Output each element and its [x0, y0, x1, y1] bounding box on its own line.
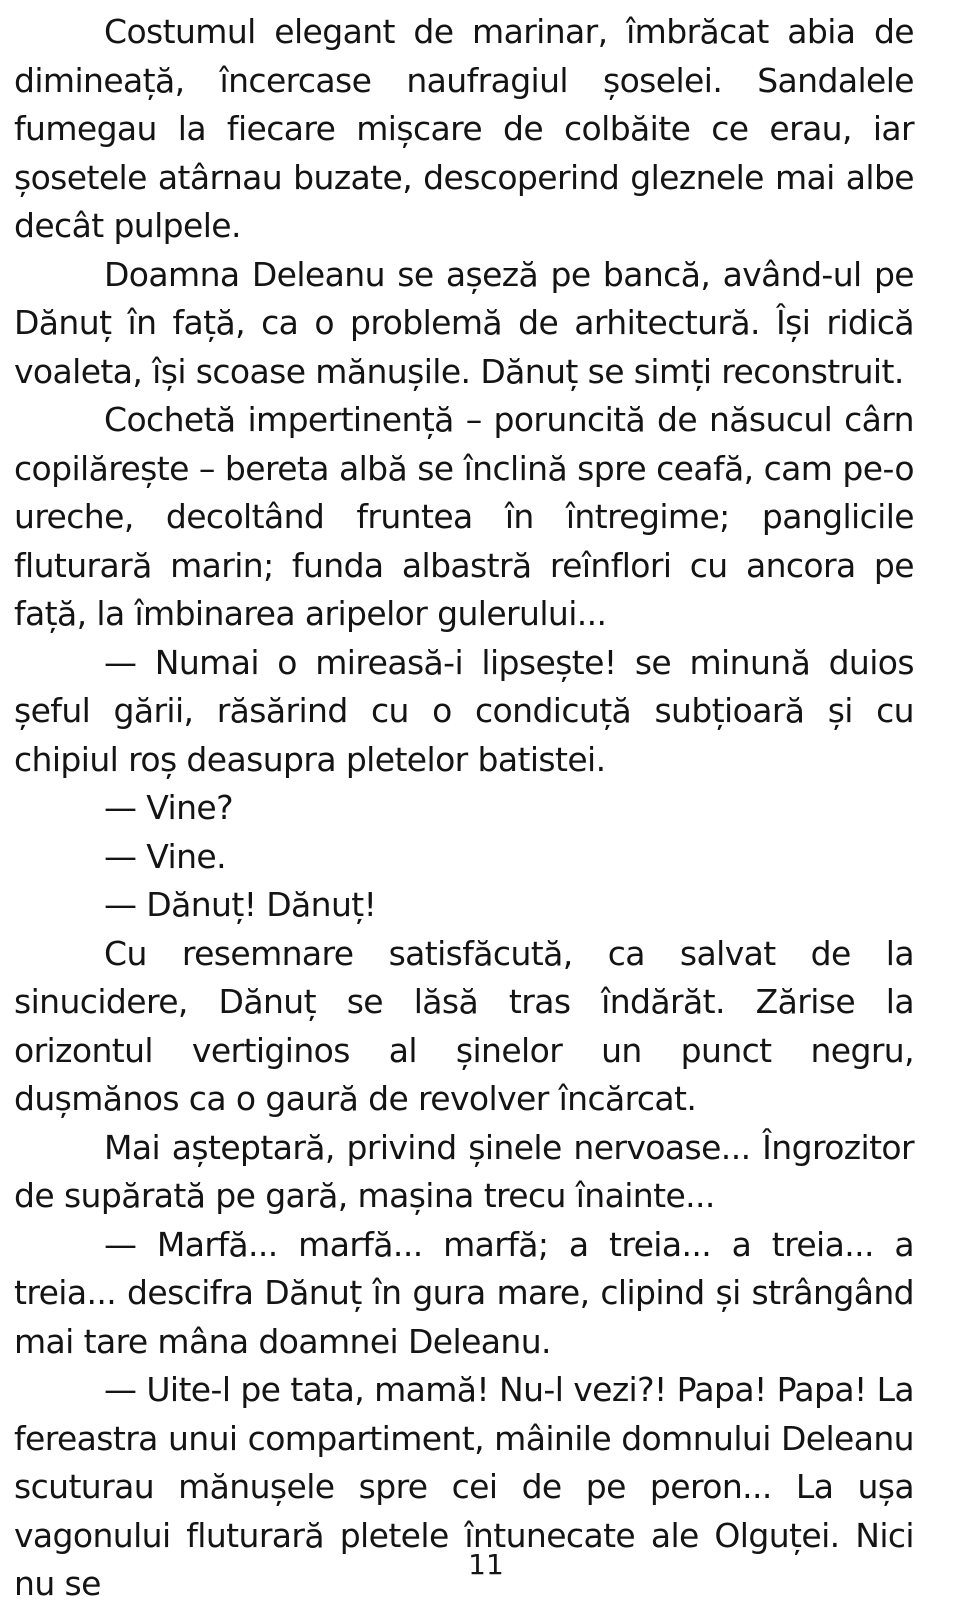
- paragraph: — Vine.: [104, 836, 227, 876]
- paragraph: Doamna Deleanu se așeză pe bancă, având-ul pe Dănuț în față, ca o problemă de arhitectură. Își ridică voaleta, își scoase mănușile. Dănuț se simți reconstruit.: [14, 254, 914, 391]
- paragraph: — Numai o mireasă-i lipsește! se minună duios șeful gării, răsărind cu o condicuță subțioară și cu chipiul roș deasupra pletelor batistei.: [14, 642, 914, 779]
- paragraph: — Uite-l pe tata, mamă! Nu-l vezi?! Papa! Papa! La fereastra unui compartiment, mâinile domnului Deleanu scuturau mănușele spre cei de pe peron... La ușa vagonului fluturară pletele întunecate ale Olguței. Nici nu se: [14, 1370, 914, 1603]
- paragraph: — Marfă... marfă... marfă; a treia... a treia... a treia... descifra Dănuț în gura mare, clipind și strângând mai tare mâna doamnei Deleanu.: [14, 1224, 914, 1361]
- paragraph: Mai așteptară, privind șinele nervoase... Îngrozitor de supărată pe gară, mașina trecu înainte...: [14, 1127, 914, 1215]
- page-body: [14, 8, 914, 1609]
- paragraph: — Dănuț! Dănuț!: [104, 885, 377, 924]
- paragraph: Cochetă impertinență – poruncită de năsucul cârn copilărește – bereta albă se înclină spre ceafă, cam pe-o ureche, decoltând fruntea în întregime; panglicile fluturară marin; funda albastră reînflori cu ancora pe față, la îmbinarea aripelor gulerului...: [14, 400, 914, 633]
- page-number: 11: [468, 1548, 504, 1581]
- paragraph: Cu resemnare satisfăcută, ca salvat de la sinucidere, Dănuț se lăsă tras îndărăt. Zărise la orizontul vertiginos al șinelor un punct negru, dușmănos ca o gaură de revolver încărcat.: [14, 933, 914, 1118]
- paragraph: Costumul elegant de marinar, îmbrăcat abia de dimineață, încercase naufragiul șoselei. Sandalele fumegau la fiecare mișcare de colbăite ce erau, iar șosetele atârnau buzate, descoperind gleznele mai albe decât pulpele.: [14, 12, 914, 245]
- paragraph: — Vine?: [104, 788, 234, 827]
